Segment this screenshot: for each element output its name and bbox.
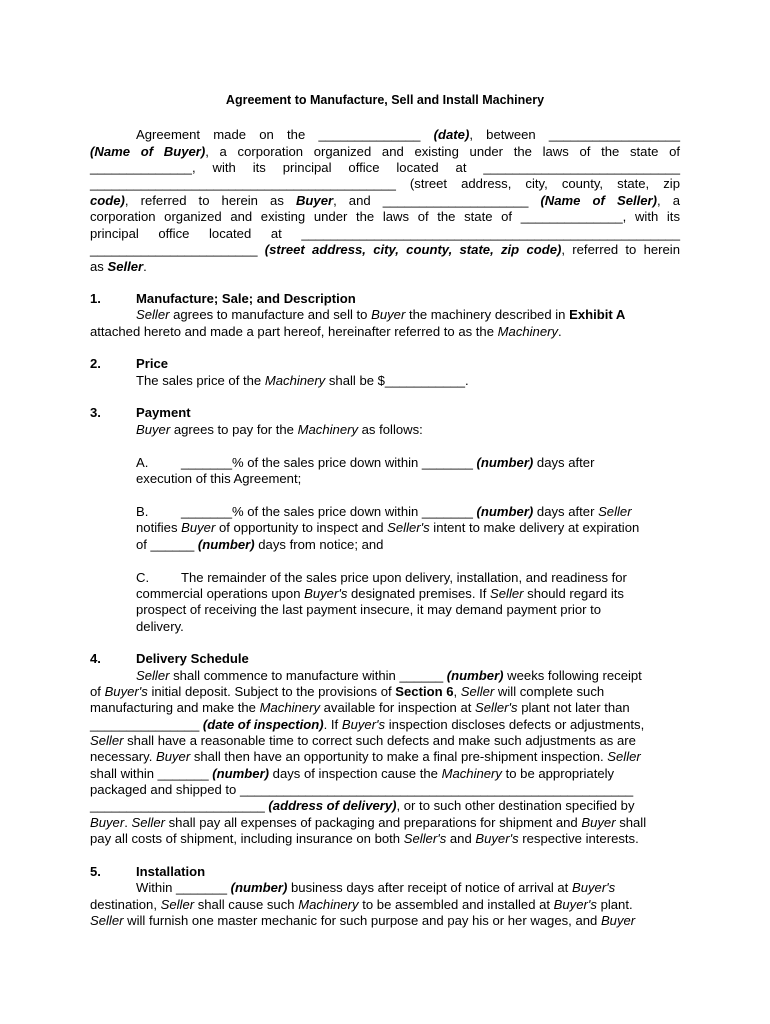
clause-b-line: notifies Buyer of opportunity to inspect and Seller's intent to make delivery at expiration	[136, 520, 640, 535]
section-5-number: 5.	[90, 864, 101, 879]
clause-a-line: execution of this Agreement;	[136, 471, 302, 486]
section-4-line: ________________________ (address of delivery), or to such other destination specified by	[90, 798, 635, 813]
document-title: Agreement to Manufacture, Sell and Install Machinery	[225, 93, 545, 107]
intro-line: corporation organized and existing under the laws of the state of ______________, with its	[90, 209, 680, 224]
intro-line: (Name of Buyer), a corporation organized and existing under the laws of the state of	[90, 144, 680, 159]
section-1-line: Seller agrees to manufacture and sell to Buyer the machinery described in Exhibit A	[136, 307, 626, 322]
clause-c-line: The remainder of the sales price upon delivery, installation, and readiness for	[181, 570, 627, 585]
section-2-heading: Price	[136, 356, 169, 371]
section-2-line: The sales price of the Machinery shall be $___________.	[136, 373, 469, 388]
clause-a-line: _______% of the sales price down within _______ (number) days after	[181, 455, 595, 470]
clause-b-label: B.	[136, 504, 149, 519]
intro-line: principal office located at ____________________________________________________	[90, 226, 680, 241]
section-4-line: of Buyer's initial deposit. Subject to the provisions of Section 6, Seller will complete such	[90, 684, 605, 699]
section-4-number: 4.	[90, 651, 101, 666]
clause-c-line: commercial operations upon Buyer's designated premises. If Seller should regard its	[136, 586, 624, 601]
clause-c-line: delivery.	[136, 619, 184, 634]
intro-line: ______________, with its principal office located at ___________________________	[90, 160, 680, 175]
section-4-line: Seller shall commence to manufacture within ______ (number) weeks following receipt	[136, 668, 642, 683]
section-1-heading: Manufacture; Sale; and Description	[136, 291, 356, 306]
intro-line: _______________________ (street address, city, county, state, zip code), referred to herein	[90, 242, 680, 257]
intro-line: as Seller.	[90, 259, 147, 274]
clause-b-line: of ______ (number) days from notice; and	[136, 537, 384, 552]
clause-c-label: C.	[136, 570, 150, 585]
clause-b-line: _______% of the sales price down within _______ (number) days after Seller	[181, 504, 632, 519]
intro-line: code), referred to herein as Buyer, and ____________________ (Name of Seller), a	[90, 193, 681, 208]
section-3-line: Buyer agrees to pay for the Machinery as follows:	[136, 422, 423, 437]
section-5-heading: Installation	[136, 864, 206, 879]
section-4-heading: Delivery Schedule	[136, 651, 249, 666]
section-3-number: 3.	[90, 405, 101, 420]
section-1-number: 1.	[90, 291, 101, 306]
intro-line: __________________________________________ (street address, city, county, state, zip	[90, 176, 680, 191]
section-2-number: 2.	[90, 356, 101, 371]
section-4-line: packaged and shipped to ______________________________________________________	[90, 782, 634, 797]
section-5-line: Seller will furnish one master mechanic for such purpose and pay his or her wages, and Buyer	[90, 913, 636, 928]
section-3-heading: Payment	[136, 405, 191, 420]
section-4-line: _______________ (date of inspection). If Buyer's inspection discloses defects or adjustments,	[90, 717, 645, 732]
section-4-line: manufacturing and make the Machinery available for inspection at Seller's plant not later than	[90, 700, 630, 715]
section-5-line: Within _______ (number) business days after receipt of notice of arrival at Buyer's	[136, 880, 616, 895]
clause-a-label: A.	[136, 455, 149, 470]
section-1-line: attached hereto and made a part hereof, hereinafter referred to as the Machinery.	[90, 324, 562, 339]
section-4-line: Buyer. Seller shall pay all expenses of packaging and preparations for shipment and Buyer shall	[90, 815, 647, 830]
section-5-line: destination, Seller shall cause such Machinery to be assembled and installed at Buyer's plant.	[90, 897, 633, 912]
section-4-line: Seller shall have a reasonable time to correct such defects and make such adjustments as are	[90, 733, 636, 748]
intro-line: Agreement made on the ______________ (date), between __________________	[136, 127, 680, 142]
section-4-line: shall within _______ (number) days of inspection cause the Machinery to be appropriately	[90, 766, 615, 781]
clause-c-line: prospect of receiving the last payment insecure, it may demand payment prior to	[136, 602, 602, 617]
section-4-line: pay all costs of shipment, including insurance on both Seller's and Buyer's respective interests.	[90, 831, 639, 846]
section-4-line: necessary. Buyer shall then have an opportunity to make a final pre-shipment inspection. Seller	[90, 749, 641, 764]
